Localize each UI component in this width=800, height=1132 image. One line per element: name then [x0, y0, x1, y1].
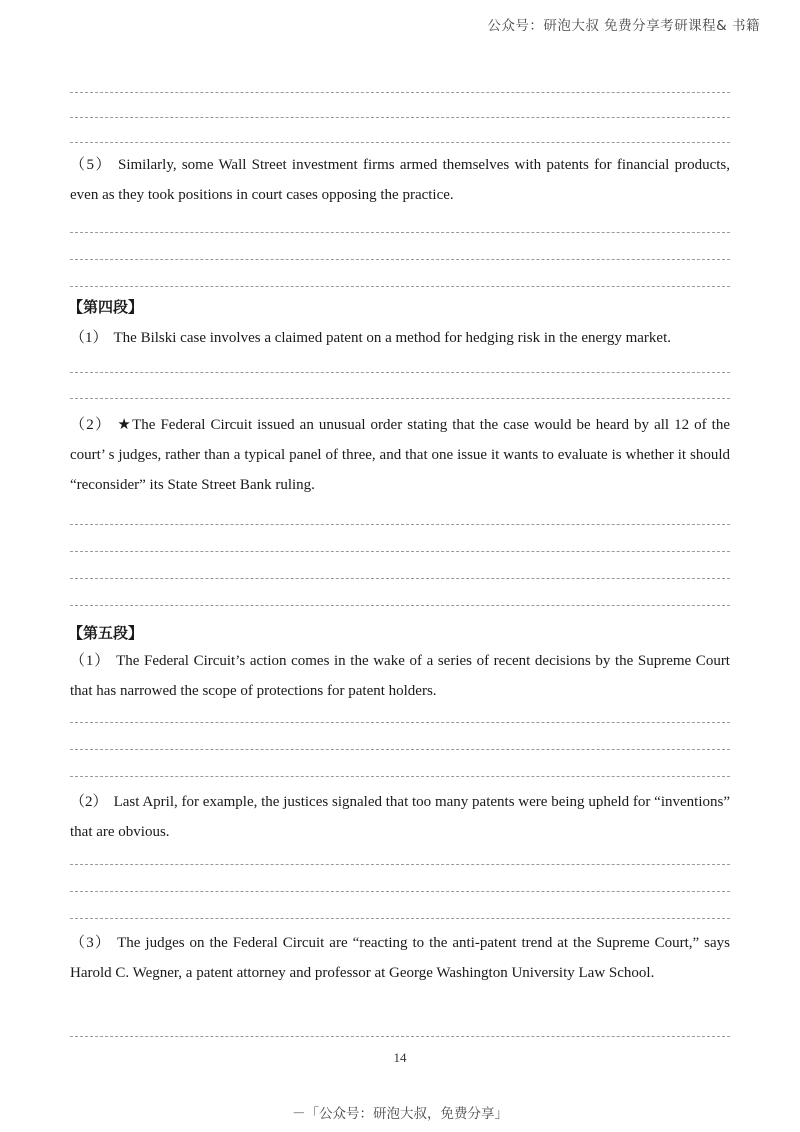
sentence-number: （2）	[70, 794, 108, 810]
sentence-text: The Federal Circuit’s action comes in the wake of a series of recent decisions by the Supreme Court that has narrowed the scope of protections for patent holders.	[70, 653, 730, 699]
paragraph-5-2	[70, 787, 730, 847]
paragraph-5-3	[70, 928, 730, 988]
answer-line	[70, 286, 730, 287]
paragraph-4-2	[70, 410, 730, 500]
sentence-number: （2）	[70, 417, 112, 433]
sentence-text: The judges on the Federal Circuit are “reacting to the anti-patent trend at the Supreme Court,” says Harold C. Wegner, a patent attorney and professor at George Washington University Law School.	[70, 935, 730, 981]
paragraph-4-1	[70, 323, 730, 353]
answer-line	[70, 864, 730, 865]
sentence-text: Similarly, some Wall Street investment firms armed themselves with patents for financial products, even as they took positions in court cases opposing the practice.	[70, 157, 730, 203]
sentence-number: （5）	[70, 157, 112, 173]
answer-line	[70, 722, 730, 723]
page-header: 公众号：研泡大叔 免费分享考研课程& 书籍	[487, 18, 760, 34]
answer-line	[70, 749, 730, 750]
answer-line	[70, 398, 730, 399]
answer-line	[70, 524, 730, 525]
answer-line	[70, 605, 730, 606]
sentence-text: The Bilski case involves a claimed patent on a method for hedging risk in the energy market.	[113, 330, 671, 346]
paragraph-3-5	[70, 150, 730, 210]
answer-line	[70, 551, 730, 552]
sentence-number: （3）	[70, 935, 112, 951]
page-number: 14	[393, 1050, 407, 1065]
answer-line	[70, 142, 730, 143]
sentence-text: Last April, for example, the justices signaled that too many patents were being upheld for “inventions” that are obvious.	[70, 794, 730, 840]
answer-line	[70, 232, 730, 233]
answer-line	[70, 117, 730, 118]
paragraph-5-1	[70, 646, 730, 706]
sentence-number: （1）	[70, 653, 111, 669]
answer-line	[70, 92, 730, 93]
answer-line	[70, 259, 730, 260]
answer-line	[70, 891, 730, 892]
answer-line	[70, 918, 730, 919]
section-heading-5: 【第五段】	[68, 624, 144, 642]
section-heading-4: 【第四段】	[68, 298, 144, 316]
answer-line	[70, 776, 730, 777]
page-footer: －「公众号：研泡大叔，免费分享」	[292, 1106, 508, 1122]
sentence-number: （1）	[70, 330, 108, 346]
answer-line	[70, 578, 730, 579]
sentence-text: ★The Federal Circuit issued an unusual order stating that the case would be heard by all 12 of the court’ s judges, rather than a typical panel of three, and that one issue it wants to evaluate is whether it should “reconsider” its State Street Bank ruling.	[70, 417, 730, 493]
answer-line	[70, 372, 730, 373]
answer-line	[70, 1036, 730, 1037]
